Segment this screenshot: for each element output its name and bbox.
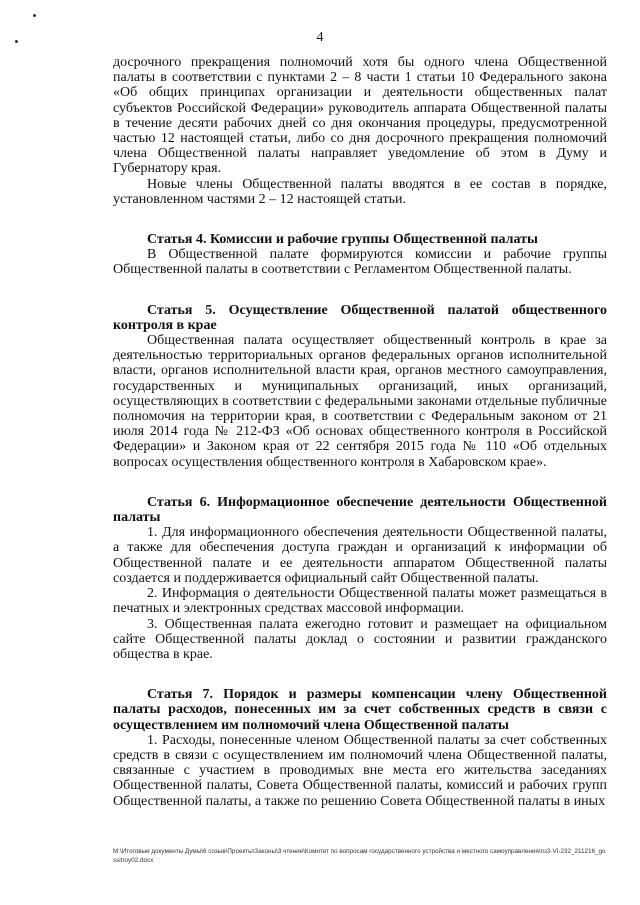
document-body [113, 55, 607, 809]
section-gap [113, 278, 607, 303]
paragraph: 1. Расходы, понесенные членом Общественной палаты за счет собственных средств в связи с осуществлением им полномочий члена Общественной палаты, связанные с участием в проводимых вне места его жительства заседаниях Общественной палаты, Совета Общественной палаты, комиссий и рабочих групп Общественной палаты, а также по решению Совета Общественной палаты в иных [113, 732, 607, 809]
page-number: 4 [316, 30, 324, 45]
paragraph: В Общественной палате формируются комиссии и рабочие группы Общественной палаты в соответствии с Регламентом Общественной палаты. [113, 247, 607, 278]
paragraph: досрочного прекращения полномочий хотя бы одного члена Общественной палаты в соответствии с пунктами 2 – 8 части 1 статьи 10 Федерального закона «Об общих принципах организации и деятельности общественных палат субъектов Российской Федерации» руководитель аппарата Общественной палаты в течение десяти рабочих дней со дня окончания процедуры, предусмотренной частью 12 настоящей статьи, либо со дня досрочного прекращения полномочий члена Общественной палаты направляет уведомление об этом в Думу и Губернатору края. [113, 55, 607, 177]
article-heading: Статья 4. Комиссии и рабочие группы Общественной палаты [147, 232, 538, 248]
section-gap [113, 662, 607, 687]
scan-artifact-dot [33, 14, 36, 17]
paragraph: Общественная палата осуществляет общественный контроль в крае за деятельностью территориальных органов федеральных органов исполнительной власти, органов исполнительной власти края, органов местного самоуправления, государственных и муниципальных организаций, иных организаций, осуществляющих в соответствии с федеральными законами отдельные публичные полномочия на территории края, в соответствии с Федеральным законом от 21 июля 2014 года № 212-ФЗ «Об основах общественного контроля в Российской Федерации» и Законом края от 22 сентября 2015 года № 110 «Об отдельных вопросах осуществления общественного контроля в Хабаровском крае». [113, 333, 607, 470]
article-heading: Статья 7. Порядок и размеры компенсации члену Общественной палаты расходов, понесенных им за счет собственных средств в связи с осуществлением им полномочий члена Общественной палаты [113, 687, 607, 733]
paragraph: 2. Информация о деятельности Общественной палаты может размещаться в печатных и электронных средствах массовой информации. [113, 586, 607, 617]
article-heading: Статья 6. Информационное обеспечение деятельности Общественной палаты [113, 494, 607, 526]
paragraph: 1. Для информационного обеспечения деятельности Общественной палаты, а также для обеспечения доступа граждан и организаций к информации об Общественной палате и ее деятельности аппаратом Общественной палаты создается и поддерживается официальный сайт Общественной палаты. [113, 525, 607, 586]
article-heading: Статья 5. Осуществление Общественной палатой общественного контроля в крае [113, 302, 607, 333]
file-path-footer: М:\Итоговые документы Думы\6 созыв\Проекты\Законы\3 чтение\Комитет по вопросам государственного устройства и местного самоуправления\пз3-VI-232_211216_gossitroy02.docx [113, 848, 606, 864]
section-gap [113, 207, 607, 232]
section-gap [113, 470, 607, 495]
paragraph: 3. Общественная палата ежегодно готовит и размещает на официальном сайте Общественной палаты доклад о состоянии и развитии гражданского общества в крае. [113, 616, 607, 662]
paragraph: Новые члены Общественной палаты вводятся в ее состав в порядке, установленном частями 2 – 12 настоящей статьи. [113, 176, 607, 207]
